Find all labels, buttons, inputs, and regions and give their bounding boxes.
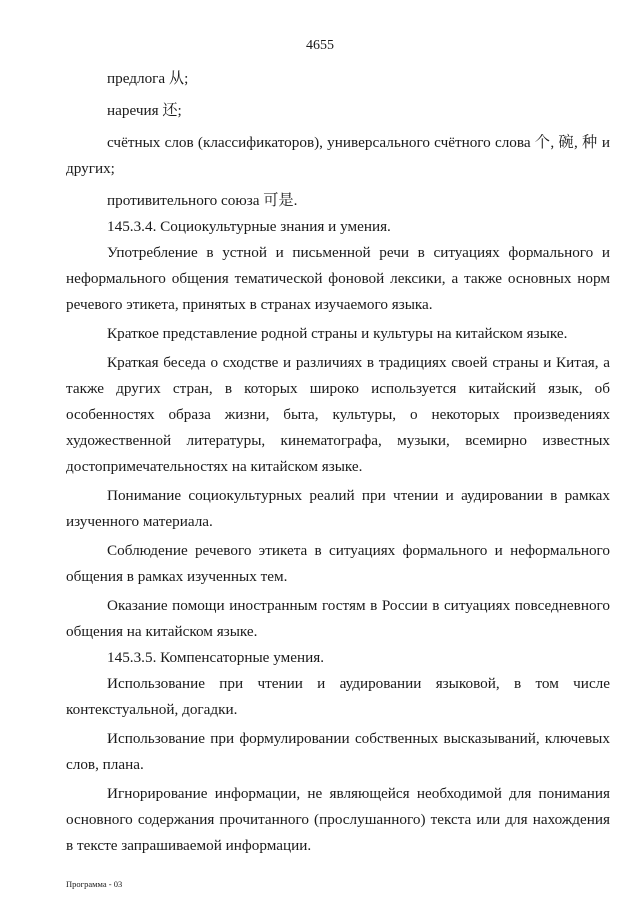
paragraph-conjunction: противительного союза 可是.	[107, 192, 298, 209]
paragraph-classifiers: счётных слов (классификаторов), универсального счётного слова 个, 碗, 种 и других;	[66, 134, 610, 177]
paragraph-etiquette: Соблюдение речевого этикета в ситуациях формального и неформального общения в рамках изученных тем.	[66, 542, 610, 585]
paragraph-adverb: наречия 还;	[107, 102, 182, 119]
document-body	[66, 66, 610, 862]
paragraph-guessing: Использование при чтении и аудировании языковой, в том числе контекстуальной, догадки.	[66, 675, 610, 718]
footer-program-label: Программа - 03	[66, 879, 123, 889]
paragraph-ignoring-info: Игнорирование информации, не являющейся необходимой для понимания основного содержания прочитанного (прослушанного) текста или для нахождения в тексте запрашиваемой информации.	[66, 785, 610, 854]
paragraph-helping-guests: Оказание помощи иностранным гостям в России в ситуациях повседневного общения на китайском языке.	[66, 597, 610, 640]
paragraph-native-country: Краткое представление родной страны и культуры на китайском языке.	[107, 325, 568, 342]
paragraph-keywords: Использование при формулировании собственных высказываний, ключевых слов, плана.	[66, 730, 610, 773]
page-number: 4655	[306, 38, 334, 53]
paragraph-brief-conversation: Краткая беседа о сходстве и различиях в традициях своей страны и Китая, а также других стран, в которых широко используется китайский язык, об особенностях образа жизни, быта, культуры, о некоторых произведениях художественной литературы, кинематографа, музыки, всемирно известных достопримечательностях на китайском языке.	[66, 354, 610, 475]
paragraph-understanding-realia: Понимание социокультурных реалий при чтении и аудировании в рамках изученного материала.	[66, 487, 610, 530]
paragraph-usage-lexicon: Употребление в устной и письменной речи в ситуациях формального и неформального общения тематической фоновой лексики, а также основных норм речевого этикета, принятых в странах изучаемого языка.	[66, 244, 610, 313]
section-heading-sociocultural: 145.3.4. Социокультурные знания и умения.	[107, 218, 391, 235]
paragraph-preposition: предлога 从;	[107, 70, 189, 87]
section-heading-compensatory: 145.3.5. Компенсаторные умения.	[107, 649, 324, 666]
